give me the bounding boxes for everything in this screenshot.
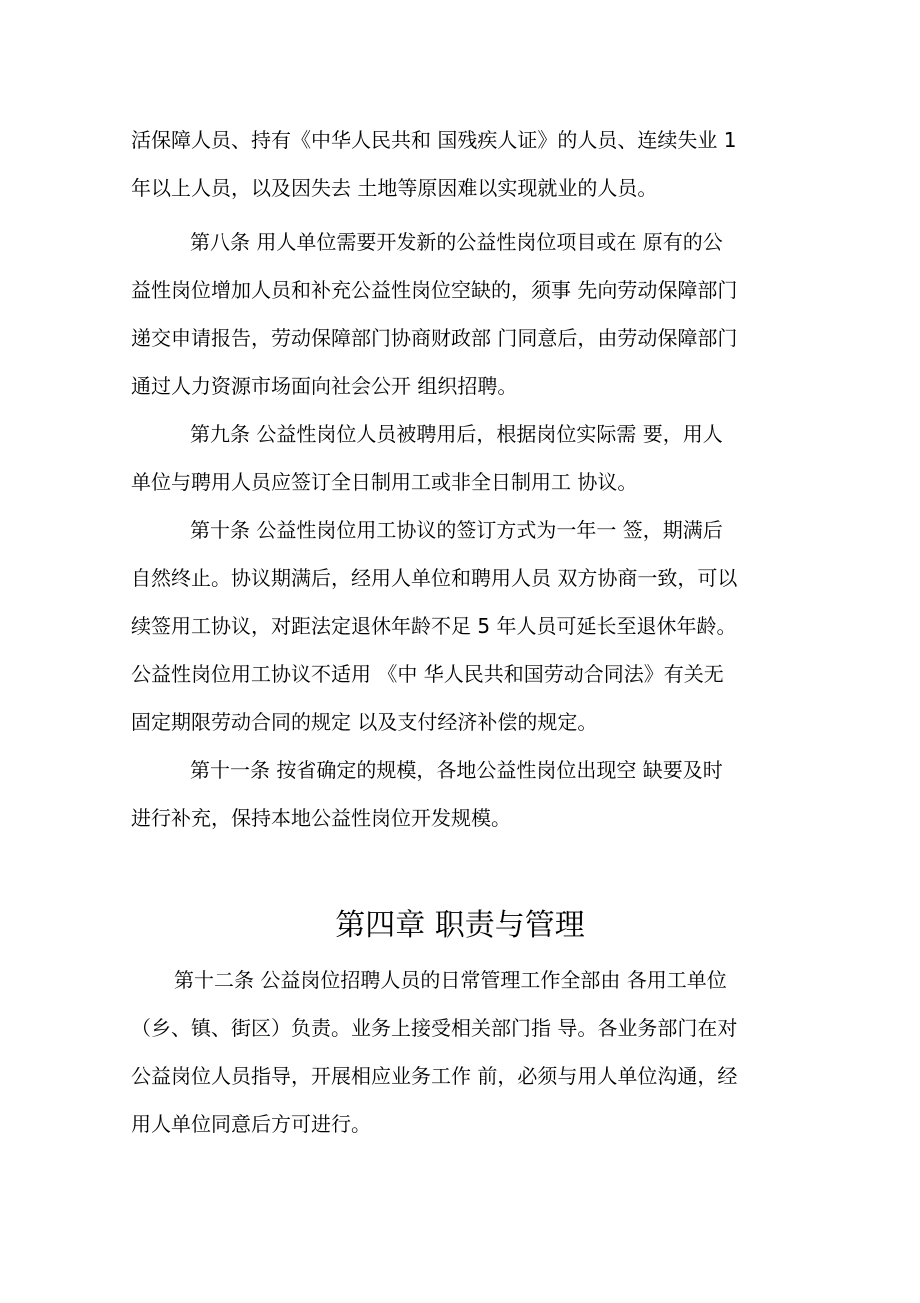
chapter-title: 第四章 职责与管理 — [335, 908, 585, 943]
paragraph-line: 公益性岗位用工协议不适用 《中 华人民共和国劳动合同法》有关无 — [131, 662, 724, 686]
article-8-line: 第八条 用人单位需要开发新的公益性岗位项目或在 原有的公 — [190, 230, 723, 254]
article-12-line: 第十二条 公益岗位招聘人员的日常管理工作全部由 各用工单位 — [174, 968, 727, 992]
article-9-line: 第九条 公益性岗位人员被聘用后，根据岗位实际需 要，用人 — [190, 422, 723, 446]
article-10-line: 第十条 公益性岗位用工协议的签订方式为一年一 签，期满后 — [190, 518, 723, 542]
paragraph-line: 通过人力资源市场面向社会公开 组织招聘。 — [131, 374, 518, 398]
paragraph-line: 公益岗位人员指导，开展相应业务工作 前，必须与用人单位沟通，经 — [131, 1064, 738, 1088]
paragraph-line: 单位与聘用人员应签订全日制用工或非全日制用工 协议。 — [131, 470, 638, 494]
paragraph-line: 自然终止。协议期满后，经用人单位和聘用人员 双方协商一致，可以 — [131, 566, 738, 590]
paragraph-line: 用人单位同意后方可进行。 — [131, 1112, 371, 1136]
paragraph-line: 续签用工协议，对距法定退休年龄不足 5 年人员可延长至退休年龄。 — [131, 614, 737, 638]
paragraph-line: （乡、镇、街区）负责。业务上接受相关部门指 导。各业务部门在对 — [131, 1016, 738, 1040]
paragraph-line: 递交申请报告，劳动保障部门协商财政部 门同意后，由劳动保障部门 — [131, 326, 738, 350]
paragraph-line: 进行补充，保持本地公益性岗位开发规模。 — [131, 806, 511, 830]
article-11-line: 第十一条 按省确定的规模，各地公益性岗位出现空 缺要及时 — [190, 758, 723, 782]
paragraph-line: 固定期限劳动合同的规定 以及支付经济补偿的规定。 — [131, 710, 598, 734]
paragraph-line: 活保障人员、持有《中华人民共和 国残疾人证》的人员、连续失业 1 — [131, 128, 737, 152]
paragraph-line: 益性岗位增加人员和补充公益性岗位空缺的，须事 先向劳动保障部门 — [131, 278, 738, 302]
paragraph-line: 年以上人员，以及因失去 土地等原因难以实现就业的人员。 — [131, 176, 658, 200]
